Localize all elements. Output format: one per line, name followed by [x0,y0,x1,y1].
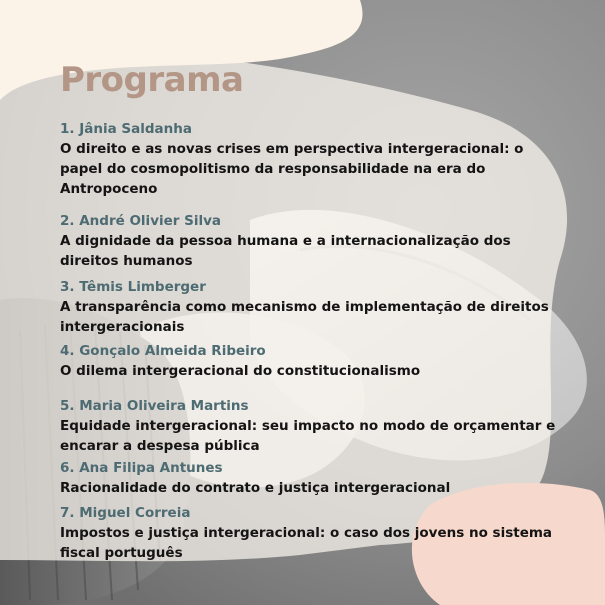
talk-title: A transparência como mecanismo de implementação de direitos intergeracionais [60,299,549,335]
talk-title: A dignidade da pessoa humana e a internacionalização dos direitos humanos [60,233,511,269]
talk-title: Equidade intergeracional: seu impacto no modo de orçamentar e encarar a despesa pública [60,418,556,454]
program-item-1 [60,121,560,199]
program-item-6 [60,460,560,498]
talk-title: Impostos e justiça intergeracional: o caso dos jovens no sistema fiscal português [60,525,553,561]
speaker-name: 7. Miguel Correia [60,505,191,521]
speaker-name: 2. André Olivier Silva [60,213,222,229]
talk-title: Racionalidade do contrato e justiça intergeracional [60,480,451,496]
speaker-name: 1. Jânia Saldanha [60,121,192,137]
program-item-4 [60,343,560,381]
talk-title: O direito e as novas crises em perspectiva intergeracional: o papel do cosmopolitismo da responsabilidade na era do Antropoceno [60,141,524,197]
program-item-7 [60,505,560,563]
speaker-name: 3. Têmis Limberger [60,279,206,295]
program-item-3 [60,279,560,337]
speaker-name: 4. Gonçalo Almeida Ribeiro [60,343,266,359]
program-item-5 [60,398,560,456]
talk-title: O dilema intergeracional do constitucionalismo [60,363,421,379]
speaker-name: 6. Ana Filipa Antunes [60,460,223,476]
speaker-name: 5. Maria Oliveira Martins [60,398,249,414]
program-item-2 [60,213,560,271]
page-title: Programa [60,60,244,100]
